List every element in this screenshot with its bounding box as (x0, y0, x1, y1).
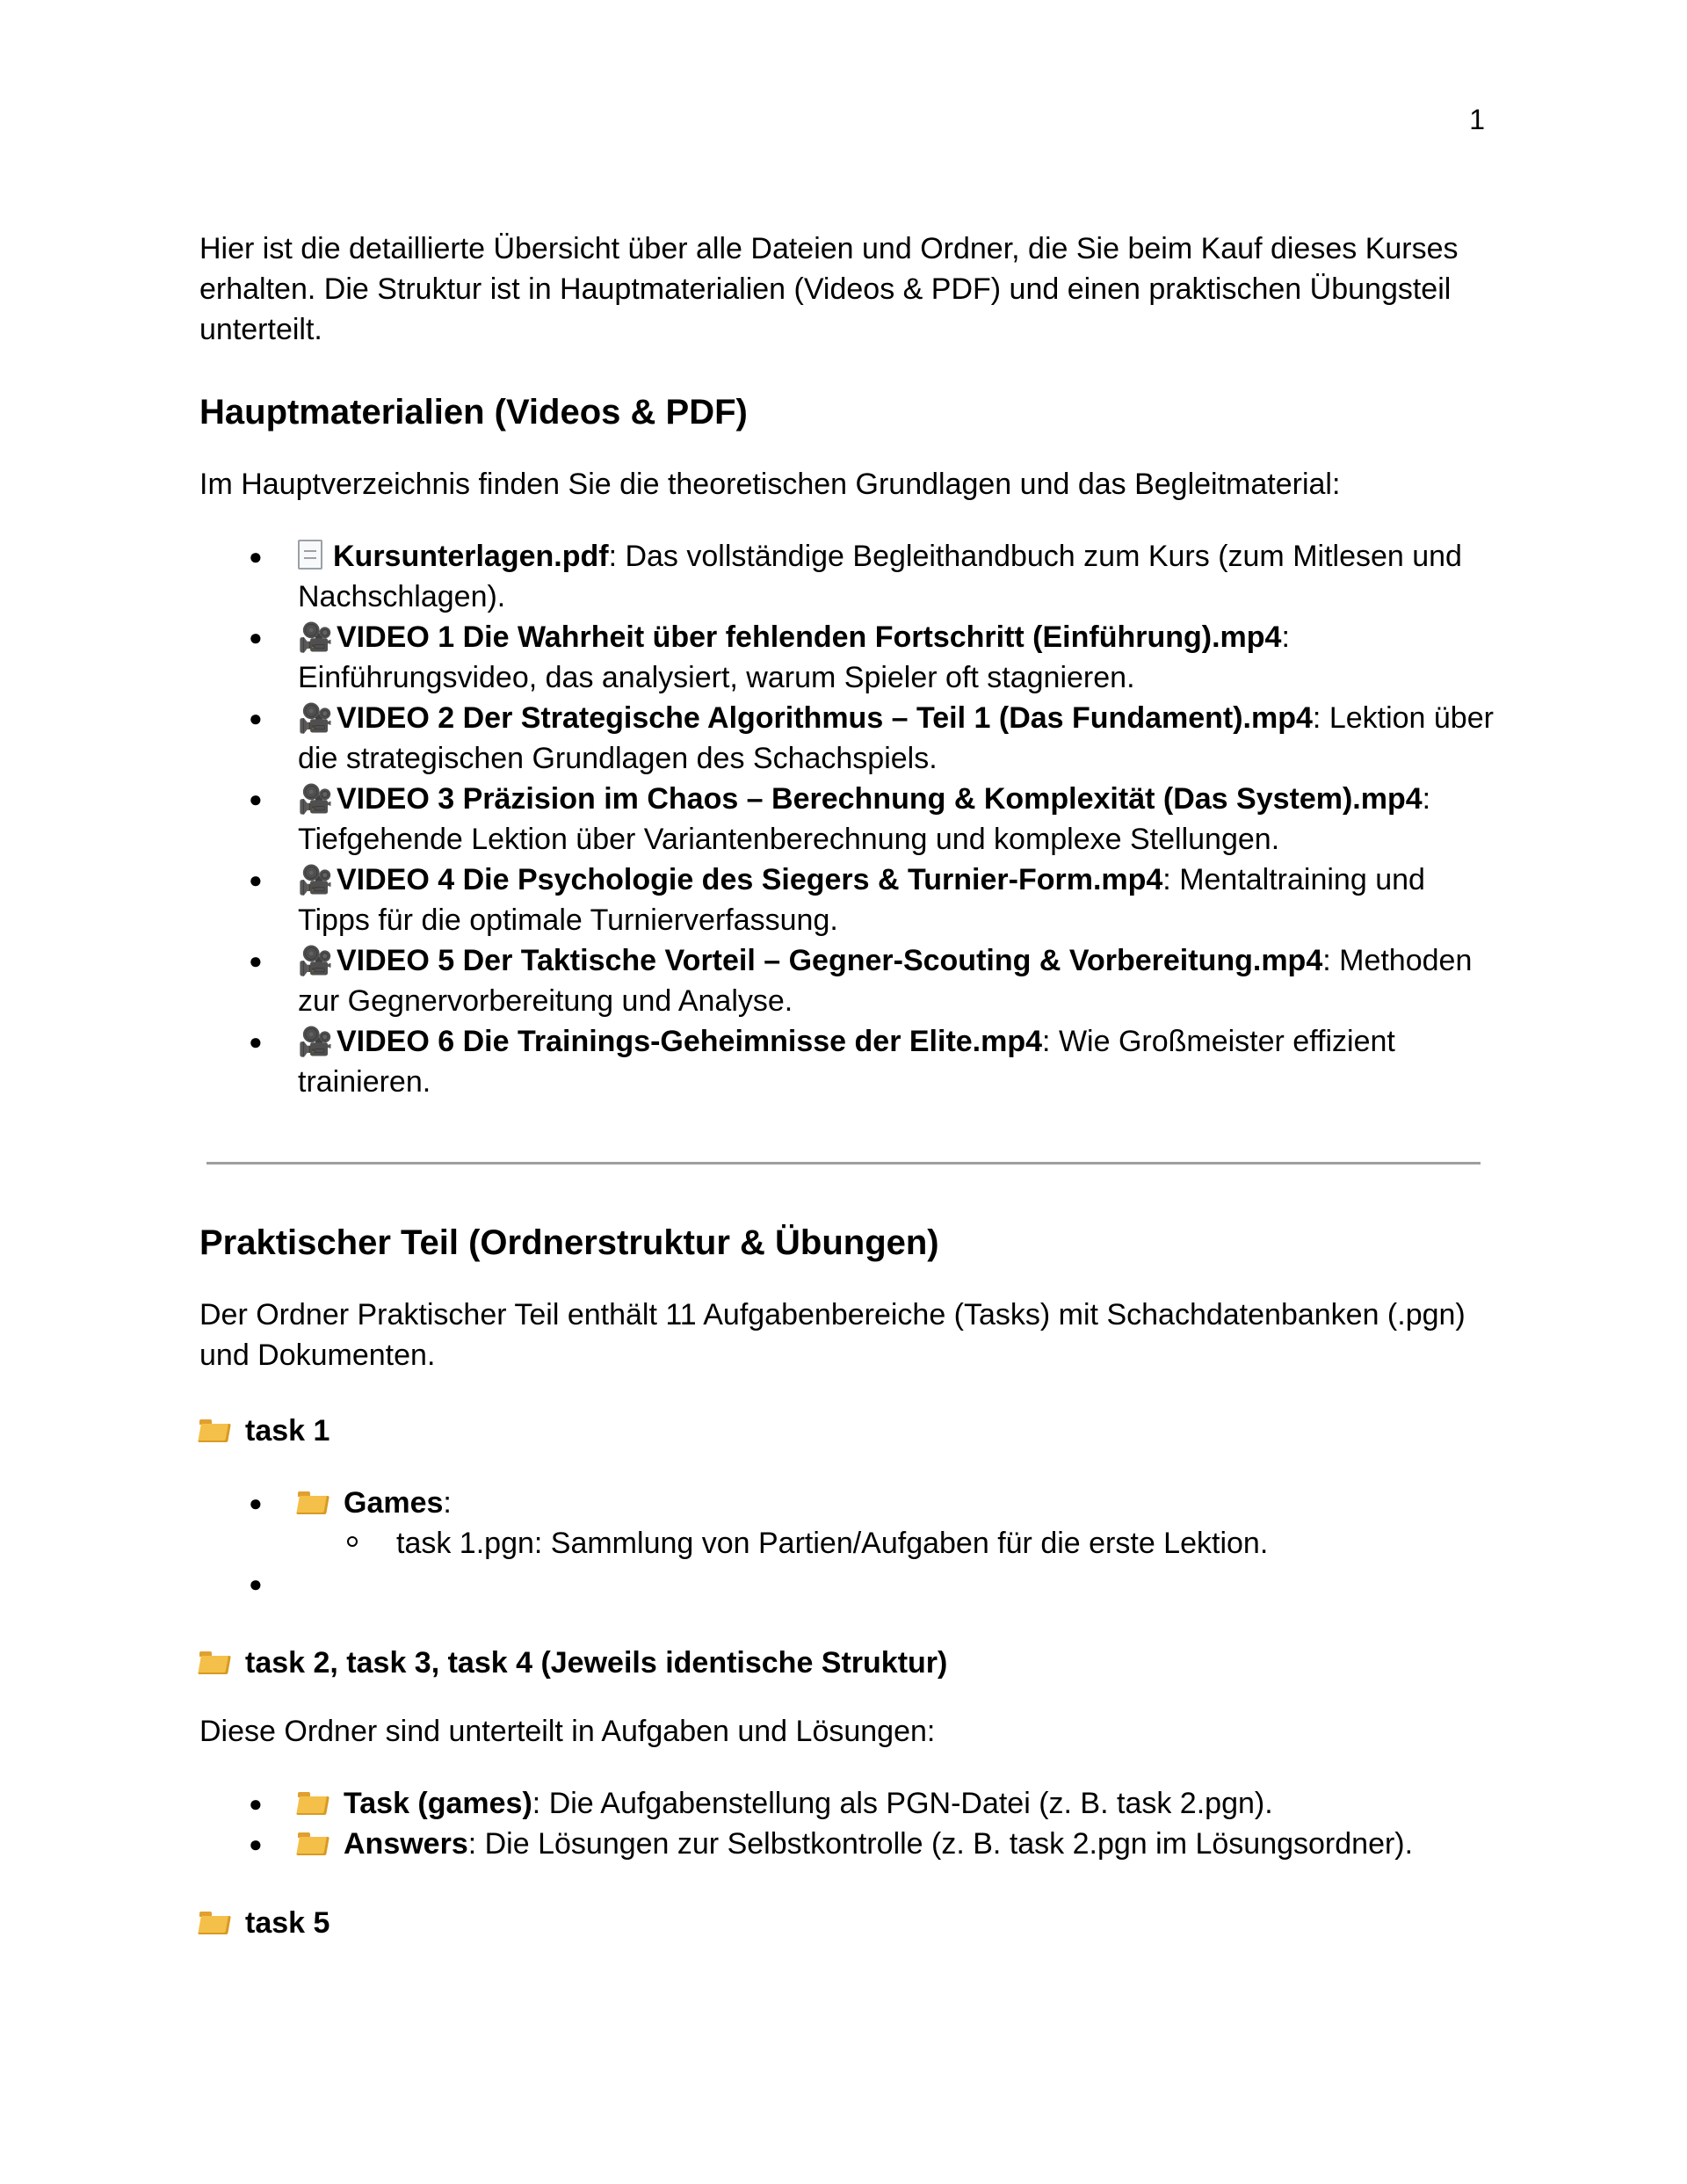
file-name: VIDEO 5 Der Taktische Vorteil – Gegner-Scouting & Vorbereitung.mp4 (337, 944, 1323, 977)
folder-title: task 5 (245, 1906, 330, 1940)
empty-list-item (199, 1564, 1495, 1604)
file-description: : Das vollständige Begleithandbuch zum Kurs (zum Mitlesen und Nachschlagen). (298, 540, 1462, 613)
open-folder-icon (298, 1832, 329, 1855)
file-description: : Wie Großmeister effizient trainieren. (298, 1025, 1395, 1099)
intro-paragraph: Hier ist die detaillierte Übersicht über alle Dateien und Ordner, die Sie beim Kauf dieses Kurses erhalten. Die Struktur ist in Hauptmaterialien (Videos & PDF) und einen praktischen Übungsteil unterteilt. (199, 232, 1459, 346)
folder-title: task 2, task 3, task 4 (Jeweils identische Struktur) (245, 1646, 948, 1680)
file-description: : Einführungsvideo, das analysiert, warum Spieler oft stagnieren. (298, 620, 1290, 694)
games-sub-list (298, 1523, 1495, 1564)
file-description: : Tiefgehende Lektion über Variantenberechnung und komplexe Stellungen. (298, 782, 1431, 856)
file-name: Kursunterlagen.pdf (333, 540, 609, 573)
folder-colon: : (443, 1486, 452, 1520)
open-folder-icon (199, 1651, 231, 1674)
video-camera-icon: 🎥 (298, 1026, 333, 1057)
task-2-4-list (199, 1783, 1495, 1864)
file-name: VIDEO 4 Die Psychologie des Siegers & Turnier-Form.mp4 (337, 863, 1163, 896)
list-item (199, 860, 1495, 940)
document-icon (298, 540, 322, 570)
video-camera-icon: 🎥 (298, 783, 333, 815)
practical-lead: Der Ordner Praktischer Teil enthält 11 Aufgabenbereiche (Tasks) mit Schachdatenbanken (.pgn) und Dokumenten. (199, 1298, 1466, 1372)
folder-description: : Die Lösungen zur Selbstkontrolle (z. B. task 2.pgn im Lösungsordner). (467, 1827, 1414, 1861)
folder-title: task 1 (245, 1414, 330, 1448)
list-item (199, 698, 1495, 779)
hollow-bullet-icon (347, 1536, 358, 1547)
bullet-icon: ● (249, 786, 263, 812)
list-item (199, 779, 1495, 860)
list-item (199, 1021, 1495, 1102)
bullet-icon: ● (249, 705, 263, 731)
main-materials-list (199, 536, 1495, 1102)
bullet-icon: ● (249, 1490, 263, 1516)
list-item (199, 940, 1495, 1021)
task-1-list (199, 1483, 1495, 1604)
file-entry: task 1.pgn: Sammlung von Partien/Aufgaben für die erste Lektion. (396, 1527, 1269, 1560)
bullet-icon: ● (249, 1571, 263, 1597)
folder-heading-task-1 (199, 1411, 1495, 1451)
list-item (199, 1783, 1495, 1824)
open-folder-icon (199, 1912, 231, 1934)
main-lead: Im Hauptverzeichnis finden Sie die theoretischen Grundlagen und das Begleitmaterial: (199, 468, 1341, 501)
open-folder-icon (199, 1419, 231, 1442)
list-item (199, 1483, 1495, 1564)
bullet-icon: ● (249, 1831, 263, 1857)
bullet-icon: ● (249, 543, 263, 570)
video-camera-icon: 🎥 (298, 945, 333, 976)
horizontal-rule (206, 1162, 1481, 1165)
video-camera-icon: 🎥 (298, 621, 333, 653)
list-item (199, 617, 1495, 698)
video-camera-icon: 🎥 (298, 702, 333, 734)
bullet-icon: ● (249, 867, 263, 893)
file-description: : Mentaltraining und Tipps für die optimale Turnierverfassung. (298, 863, 1425, 937)
folder-name: Task (games) (344, 1787, 532, 1820)
open-folder-icon (298, 1792, 329, 1815)
heading-practical-part: Praktischer Teil (Ordnerstruktur & Übungen) (199, 1223, 939, 1262)
list-item (199, 536, 1495, 617)
video-camera-icon: 🎥 (298, 864, 333, 896)
heading-main-materials: Hauptmaterialien (Videos & PDF) (199, 393, 748, 432)
document-body (199, 229, 1495, 1943)
list-item (298, 1523, 1495, 1564)
page-number: 1 (1469, 104, 1485, 135)
file-description: : Lektion über die strategischen Grundlagen des Schachspiels. (298, 701, 1494, 775)
bullet-icon: ● (249, 1790, 263, 1817)
folder-name: Games (344, 1486, 444, 1520)
folder-name: Answers (344, 1827, 468, 1861)
file-description: : Methoden zur Gegnervorbereitung und Analyse. (298, 944, 1473, 1018)
bullet-icon: ● (249, 1028, 263, 1055)
task-2-4-lead: Diese Ordner sind unterteilt in Aufgaben und Lösungen: (199, 1715, 936, 1748)
open-folder-icon (298, 1491, 329, 1514)
list-item (199, 1824, 1495, 1864)
file-name: VIDEO 3 Präzision im Chaos – Berechnung & Komplexität (Das System).mp4 (337, 782, 1423, 816)
file-name: VIDEO 1 Die Wahrheit über fehlenden Fortschritt (Einführung).mp4 (337, 620, 1282, 654)
bullet-icon: ● (249, 624, 263, 650)
file-name: VIDEO 2 Der Strategische Algorithmus – Teil 1 (Das Fundament).mp4 (337, 701, 1313, 735)
folder-heading-task-2-4 (199, 1643, 1495, 1683)
folder-heading-task-5 (199, 1903, 1495, 1943)
folder-description: : Die Aufgabenstellung als PGN-Datei (z. B. task 2.pgn). (532, 1787, 1273, 1820)
file-name: VIDEO 6 Die Trainings-Geheimnisse der Elite.mp4 (337, 1025, 1043, 1058)
bullet-icon: ● (249, 947, 263, 974)
